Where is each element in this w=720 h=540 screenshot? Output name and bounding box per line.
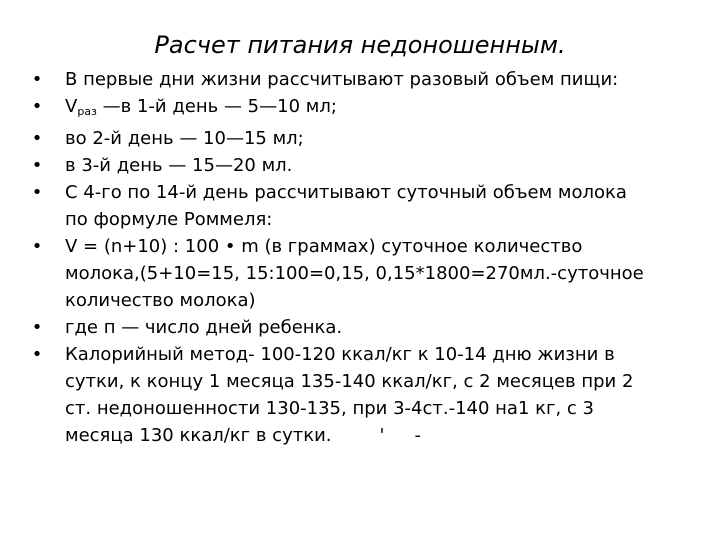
formula-line: V = (n+10) : 100 • m (в граммах) суточное количество (65, 236, 583, 257)
stray-mark: - (414, 425, 421, 446)
bullet-marker: • (31, 155, 43, 176)
list-item (30, 66, 690, 93)
list-item (30, 93, 690, 125)
volume-subscript: раз (77, 105, 97, 118)
list-item-text: где п — число дней ребенка. (65, 317, 343, 338)
bullet-marker: • (31, 69, 43, 90)
list-item-text: В первые дни жизни рассчитывают разовый объем пищи: (65, 69, 619, 90)
list-item (30, 233, 690, 314)
list-item-text-line: молока,(5+10=15, 15:100=0,15, 0,15*1800=270мл.-суточное (65, 263, 644, 284)
list-item-text-line: количество молока) (65, 290, 256, 311)
list-item-text-line: Калорийный метод- 100-120 ккал/кг к 10-14 дню жизни в (65, 344, 615, 365)
bullet-marker: • (31, 236, 43, 257)
list-item (30, 125, 690, 152)
bullet-marker: • (31, 317, 43, 338)
list-item (30, 152, 690, 179)
stray-mark: ' (379, 425, 385, 446)
slide-title: Расчет питания недоношенным. (154, 31, 566, 59)
bullet-marker: • (31, 128, 43, 149)
list-item (30, 341, 690, 449)
list-item-text-line: месяца 130 ккал/кг в сутки. (65, 425, 332, 446)
list-item (30, 314, 690, 341)
list-item-text-line: С 4-го по 14-й день рассчитывают суточный объем молока (65, 182, 627, 203)
list-item-text: в 3-й день — 15—20 мл. (65, 155, 293, 176)
bullet-marker: • (31, 344, 43, 365)
bullet-list (30, 66, 690, 449)
volume-symbol: V (65, 96, 78, 117)
list-item-text: —в 1-й день — 5—10 мл; (96, 96, 337, 117)
list-item-text-line: ст. недоношенности 130-135, при 3-4ст.-140 на1 кг, с 3 (65, 398, 594, 419)
list-item (30, 179, 690, 233)
list-item-text-line: по формуле Роммеля: (65, 209, 273, 230)
bullet-marker: • (31, 96, 43, 117)
bullet-marker: • (31, 182, 43, 203)
list-item-text: во 2-й день — 10—15 мл; (65, 128, 304, 149)
list-item-text-line: сутки, к концу 1 месяца 135-140 ккал/кг, с 2 месяцев при 2 (65, 371, 634, 392)
